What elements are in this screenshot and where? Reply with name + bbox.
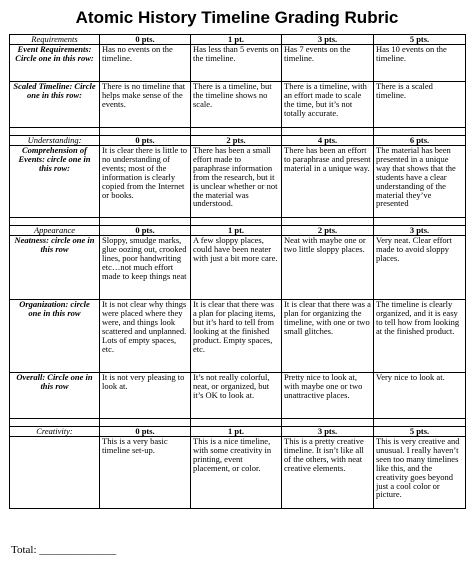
points-header: 5 pts. bbox=[374, 427, 466, 437]
section-label: Appearance bbox=[10, 226, 100, 236]
section-spacer bbox=[10, 128, 466, 136]
section-label: Requirements bbox=[10, 35, 100, 45]
rubric-cell[interactable]: It is clear that there was a plan for organizing the timeline, with one or two small glitches. bbox=[282, 300, 374, 373]
section-header-requirements bbox=[10, 35, 466, 45]
points-header: 1 pt. bbox=[191, 226, 282, 236]
rubric-cell[interactable]: It is not clear why things were placed where they were, and things look scattered and unplanned. Lots of empty spaces, etc. bbox=[100, 300, 191, 373]
points-header: 2 pts. bbox=[282, 226, 374, 236]
criteria-row-comprehension bbox=[10, 146, 466, 218]
criteria-row-event-requirements bbox=[10, 45, 466, 82]
points-header: 0 pts. bbox=[100, 226, 191, 236]
rubric-cell[interactable]: There is no timeline that helps make sense of the events. bbox=[100, 82, 191, 128]
document-title: Atomic History Timeline Grading Rubric bbox=[75, 8, 399, 27]
rubric-cell[interactable]: This is a nice timeline, with some creativity in printing, event placement, or color. bbox=[191, 437, 282, 509]
rubric-cell[interactable]: A few sloppy places, could have been neater with just a bit more care. bbox=[191, 236, 282, 300]
criteria-label: Event Requirements: Circle one in this row: bbox=[10, 45, 100, 82]
criteria-row-neatness bbox=[10, 236, 466, 300]
points-header: 4 pts. bbox=[282, 136, 374, 146]
rubric-cell[interactable]: The timeline is clearly organized, and it is easy to tell how from looking at the finished product. bbox=[374, 300, 466, 373]
section-spacer bbox=[10, 218, 466, 226]
points-header: 3 pts. bbox=[282, 35, 374, 45]
rubric-cell[interactable]: Very neat. Clear effort made to avoid sloppy places. bbox=[374, 236, 466, 300]
section-label: Creativity: bbox=[10, 427, 100, 437]
criteria-row-organization bbox=[10, 300, 466, 373]
points-header: 0 pts. bbox=[100, 427, 191, 437]
rubric-cell[interactable]: It is clear that there was a plan for placing items, but it’s hard to tell from looking at the finished product. Empty spaces, etc. bbox=[191, 300, 282, 373]
rubric-cell[interactable]: Neat with maybe one or two little sloppy places. bbox=[282, 236, 374, 300]
rubric-cell[interactable]: There has been a small effort made to paraphrase information from the research, but it is unclear whether or not the material was understood. bbox=[191, 146, 282, 218]
rubric-cell[interactable]: The material has been presented in a unique way that shows that the students have a clear understanding of the material they’ve presented bbox=[374, 146, 466, 218]
criteria-row-overall bbox=[10, 373, 466, 419]
rubric-cell[interactable]: This is very creative and unusual. I really haven’t seen too many timelines like this, and the creativity goes beyond just a cool color or picture. bbox=[374, 437, 466, 509]
points-header: 1 pt. bbox=[191, 427, 282, 437]
rubric-cell[interactable]: Has no events on the timeline. bbox=[100, 45, 191, 82]
rubric-cell[interactable]: This is a pretty creative timeline. It isn’t like all of the others, with neat creative elements. bbox=[282, 437, 374, 509]
section-header-appearance bbox=[10, 226, 466, 236]
points-header: 0 pts. bbox=[100, 35, 191, 45]
criteria-label: Organization: circle one in this row bbox=[10, 300, 100, 373]
rubric-cell[interactable]: There is a timeline, but the timeline shows no scale. bbox=[191, 82, 282, 128]
rubric-cell[interactable]: There is a timeline, with an effort made to scale the time, but it’s not totally accurate. bbox=[282, 82, 374, 128]
rubric-cell[interactable]: Has 7 events on the timeline. bbox=[282, 45, 374, 82]
rubric-cell[interactable]: This is a very basic timeline set-up. bbox=[100, 437, 191, 509]
section-header-understanding bbox=[10, 136, 466, 146]
criteria-label: Comprehension of Events: circle one in this row: bbox=[10, 146, 100, 218]
rubric-cell[interactable]: There is a scaled timeline. bbox=[374, 82, 466, 128]
points-header: 2 pts. bbox=[191, 136, 282, 146]
criteria-label: Overall: Circle one in this row bbox=[10, 373, 100, 419]
rubric-cell[interactable]: Has 10 events on the timeline. bbox=[374, 45, 466, 82]
section-label: Understanding: bbox=[10, 136, 100, 146]
rubric-cell[interactable]: Has less than 5 events on the timeline. bbox=[191, 45, 282, 82]
rubric-table bbox=[9, 34, 466, 509]
points-header: 1 pt. bbox=[191, 35, 282, 45]
criteria-row-creativity bbox=[10, 437, 466, 509]
criteria-label bbox=[10, 437, 100, 509]
points-header: 3 pts. bbox=[374, 226, 466, 236]
section-spacer bbox=[10, 419, 466, 427]
rubric-cell[interactable]: Very nice to look at. bbox=[374, 373, 466, 419]
points-header: 0 pts. bbox=[100, 136, 191, 146]
rubric-cell[interactable]: There has been an effort to paraphrase and present material in a unique way. bbox=[282, 146, 374, 218]
rubric-cell[interactable]: It is clear there is little to no understanding of events; most of the information is clearly copied from the Internet or books. bbox=[100, 146, 191, 218]
criteria-row-scaled-timeline bbox=[10, 82, 466, 128]
rubric-cell[interactable]: Sloppy, smudge marks, glue oozing out, crooked lines, poor handwriting etc…not much effort made to keep things neat bbox=[100, 236, 191, 300]
rubric-cell[interactable]: It is not very pleasing to look at. bbox=[100, 373, 191, 419]
points-header: 3 pts. bbox=[282, 427, 374, 437]
rubric-cell[interactable]: It’s not really colorful, neat, or organized, but it’s OK to look at. bbox=[191, 373, 282, 419]
criteria-label: Neatness: circle one in this row bbox=[10, 236, 100, 300]
points-header: 6 pts. bbox=[374, 136, 466, 146]
points-header: 5 pts. bbox=[374, 35, 466, 45]
criteria-label: Scaled Timeline: Circle one in this row: bbox=[10, 82, 100, 128]
total-line[interactable]: Total: ______________ bbox=[11, 544, 117, 556]
section-header-creativity bbox=[10, 427, 466, 437]
rubric-cell[interactable]: Pretty nice to look at, with maybe one or two unattractive places. bbox=[282, 373, 374, 419]
